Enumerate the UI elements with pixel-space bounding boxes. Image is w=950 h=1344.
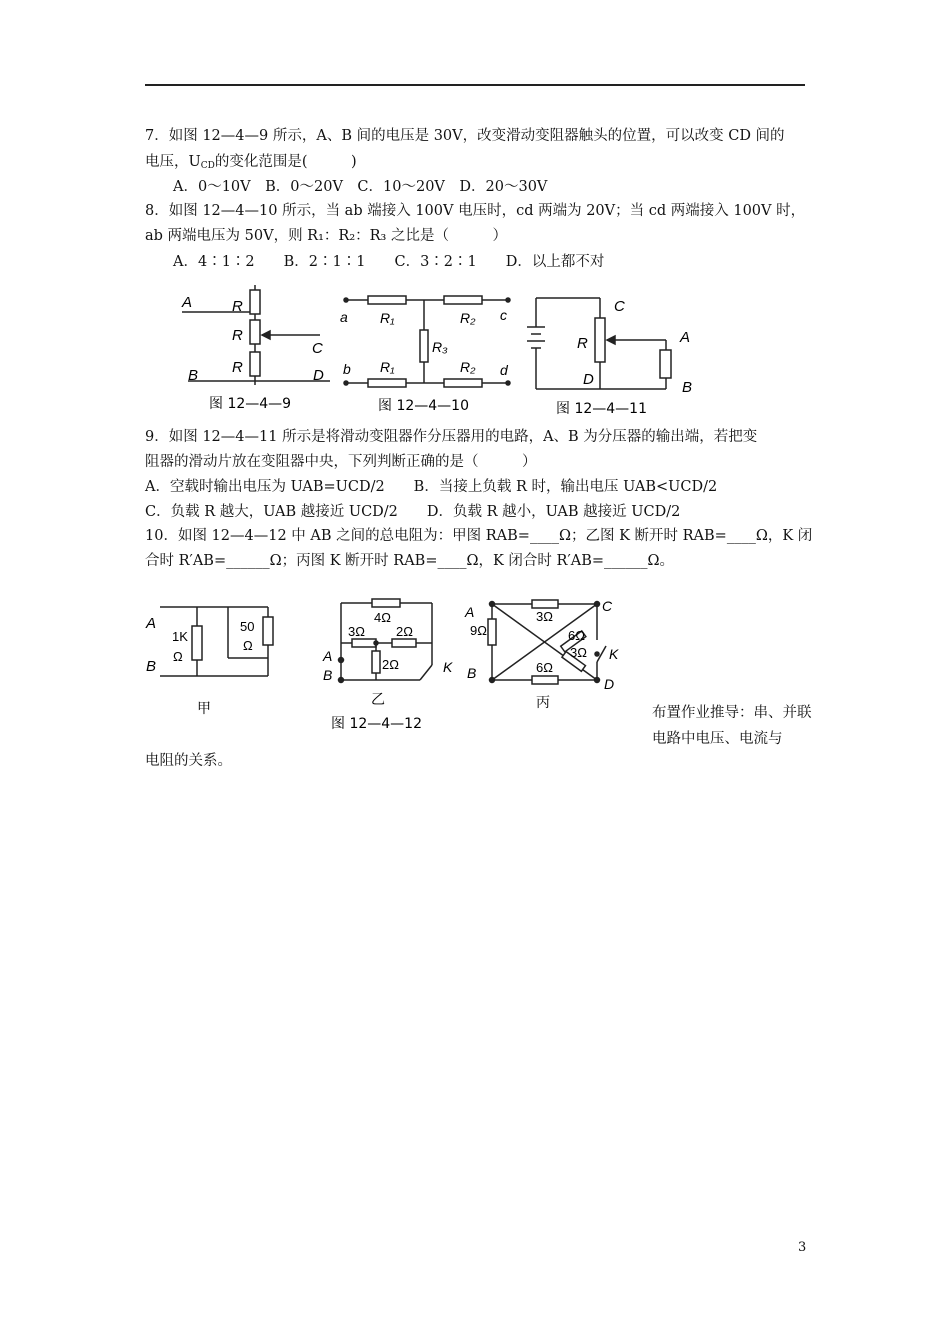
- assignment-note: 布置作业推导：串、并联电路中电压、电流与: [652, 705, 812, 747]
- fig11-label-d: D: [583, 371, 594, 388]
- q8-options: A．4∶1∶2 B．2∶1∶1 C．3∶2∶1 D．以上都不对: [173, 254, 605, 270]
- yi-r3-label: 3Ω: [348, 624, 365, 639]
- jia-r1-value: 1K: [172, 629, 188, 644]
- q7-line1: 7．如图 12—4—9 所示，A、B 间的电压是 30V，改变滑动变阻器触头的位置，可以改变 CD 间的: [145, 128, 785, 144]
- fig10-caption: 图 12—4—10: [378, 398, 469, 414]
- jia-label-a: A: [146, 615, 157, 632]
- q9-options-cd: C．负载 R 越大，UAB 越接近 UCD/2 D．负载 R 越小，UAB 越接近 UCD/2: [145, 504, 681, 520]
- jia-label-b: B: [146, 658, 157, 675]
- bing-r6b-label: 6Ω: [536, 660, 553, 675]
- bing-label-d: D: [604, 676, 615, 692]
- fig9-label-b: B: [188, 367, 199, 384]
- fig9-label-c: C: [312, 340, 323, 357]
- jia-label: 甲: [197, 701, 211, 717]
- jia-r2-unit: Ω: [243, 638, 253, 653]
- jia-r1-unit: Ω: [173, 649, 183, 664]
- fig10-label-b: b: [343, 361, 351, 377]
- q10-line2: 合时 R′AB=______Ω；丙图 K 断开时 RAB=____Ω，K 闭合时 R′AB=______Ω。: [145, 553, 675, 569]
- fig9-label-d: D: [313, 367, 324, 384]
- bing-label-b: B: [467, 665, 477, 681]
- fig12-caption: 图 12—4—12: [331, 716, 422, 732]
- q9-line2: 阻器的滑动片放在变阻器中央，下列判断正确的是（ ）: [145, 454, 537, 470]
- fig10-label-r2-bottom: R₂: [460, 359, 476, 375]
- bing-r3b-label: 3Ω: [570, 645, 587, 660]
- yi-r4-label: 4Ω: [374, 610, 391, 625]
- fig10-label-r1-bottom: R₁: [380, 359, 395, 375]
- bing-label-c: C: [602, 598, 613, 614]
- q9-options-ab: A．空载时输出电压为 UAB=UCD/2 B．当接上负载 R 时，输出电压 UAB<UCD/2: [145, 479, 718, 495]
- q8-line2: ab 两端电压为 50V，则 R₁：R₂：R₃ 之比是（ ）: [145, 228, 507, 244]
- yi-label-k: K: [443, 659, 453, 675]
- q10-line1: 10．如图 12—4—12 中 AB 之间的总电阻为：甲图 RAB=____Ω；乙图 K 断开时 RAB=____Ω，K 闭: [145, 528, 813, 544]
- q8-line1: 8．如图 12—4—10 所示，当 ab 端接入 100V 电压时，cd 两端为 20V；当 cd 两端接入 100V 时，: [145, 203, 806, 219]
- fig10-label-a: a: [340, 309, 348, 325]
- fig11-label-c: C: [614, 298, 625, 315]
- fig10-label-c: c: [500, 307, 507, 323]
- bing-r9-label: 9Ω: [470, 623, 487, 638]
- yi-r2b-label: 2Ω: [382, 657, 399, 672]
- fig9-caption: 图 12—4—9: [209, 396, 292, 412]
- fig11-caption: 图 12—4—11: [556, 401, 647, 417]
- bing-label-k: K: [609, 646, 619, 662]
- bing-label: 丙: [536, 695, 550, 711]
- fig9-label-a: A: [182, 294, 193, 311]
- fig10-label-d: d: [500, 362, 508, 378]
- fig10-label-r2-top: R₂: [460, 310, 476, 326]
- fig10-label-r3: R₃: [432, 339, 448, 355]
- fig9-label-r3: R: [232, 359, 243, 376]
- fig9-label-r1: R: [232, 298, 243, 315]
- bing-r3a-label: 3Ω: [536, 609, 553, 624]
- fig11-label-r: R: [577, 335, 588, 352]
- bing-r6a-label: 6Ω: [568, 628, 585, 643]
- q7-line2: 电压，$U_{CD}$的变化范围是( ): [145, 154, 357, 171]
- fig11-label-a: A: [680, 329, 691, 346]
- fig11-label-b: B: [682, 379, 693, 396]
- bing-label-a: A: [465, 604, 475, 620]
- jia-r2-value: 50: [240, 619, 255, 634]
- yi-r2a-label: 2Ω: [396, 624, 413, 639]
- yi-label-a: A: [323, 648, 333, 664]
- q7-options: A．0～10V B．0～20V C．10～20V D．20～30V: [173, 179, 548, 195]
- yi-label-b: B: [323, 667, 333, 683]
- fig9-label-r2: R: [232, 327, 243, 344]
- q9-line1: 9．如图 12—4—11 所示是将滑动变阻器作分压器用的电路，A、B 为分压器的输出端，若把变: [145, 429, 758, 445]
- yi-label: 乙: [371, 692, 385, 708]
- fig10-label-r1-top: R₁: [380, 310, 395, 326]
- page-number: 3: [798, 1240, 807, 1255]
- assignment-note-cont: 电阻的关系。: [145, 753, 232, 769]
